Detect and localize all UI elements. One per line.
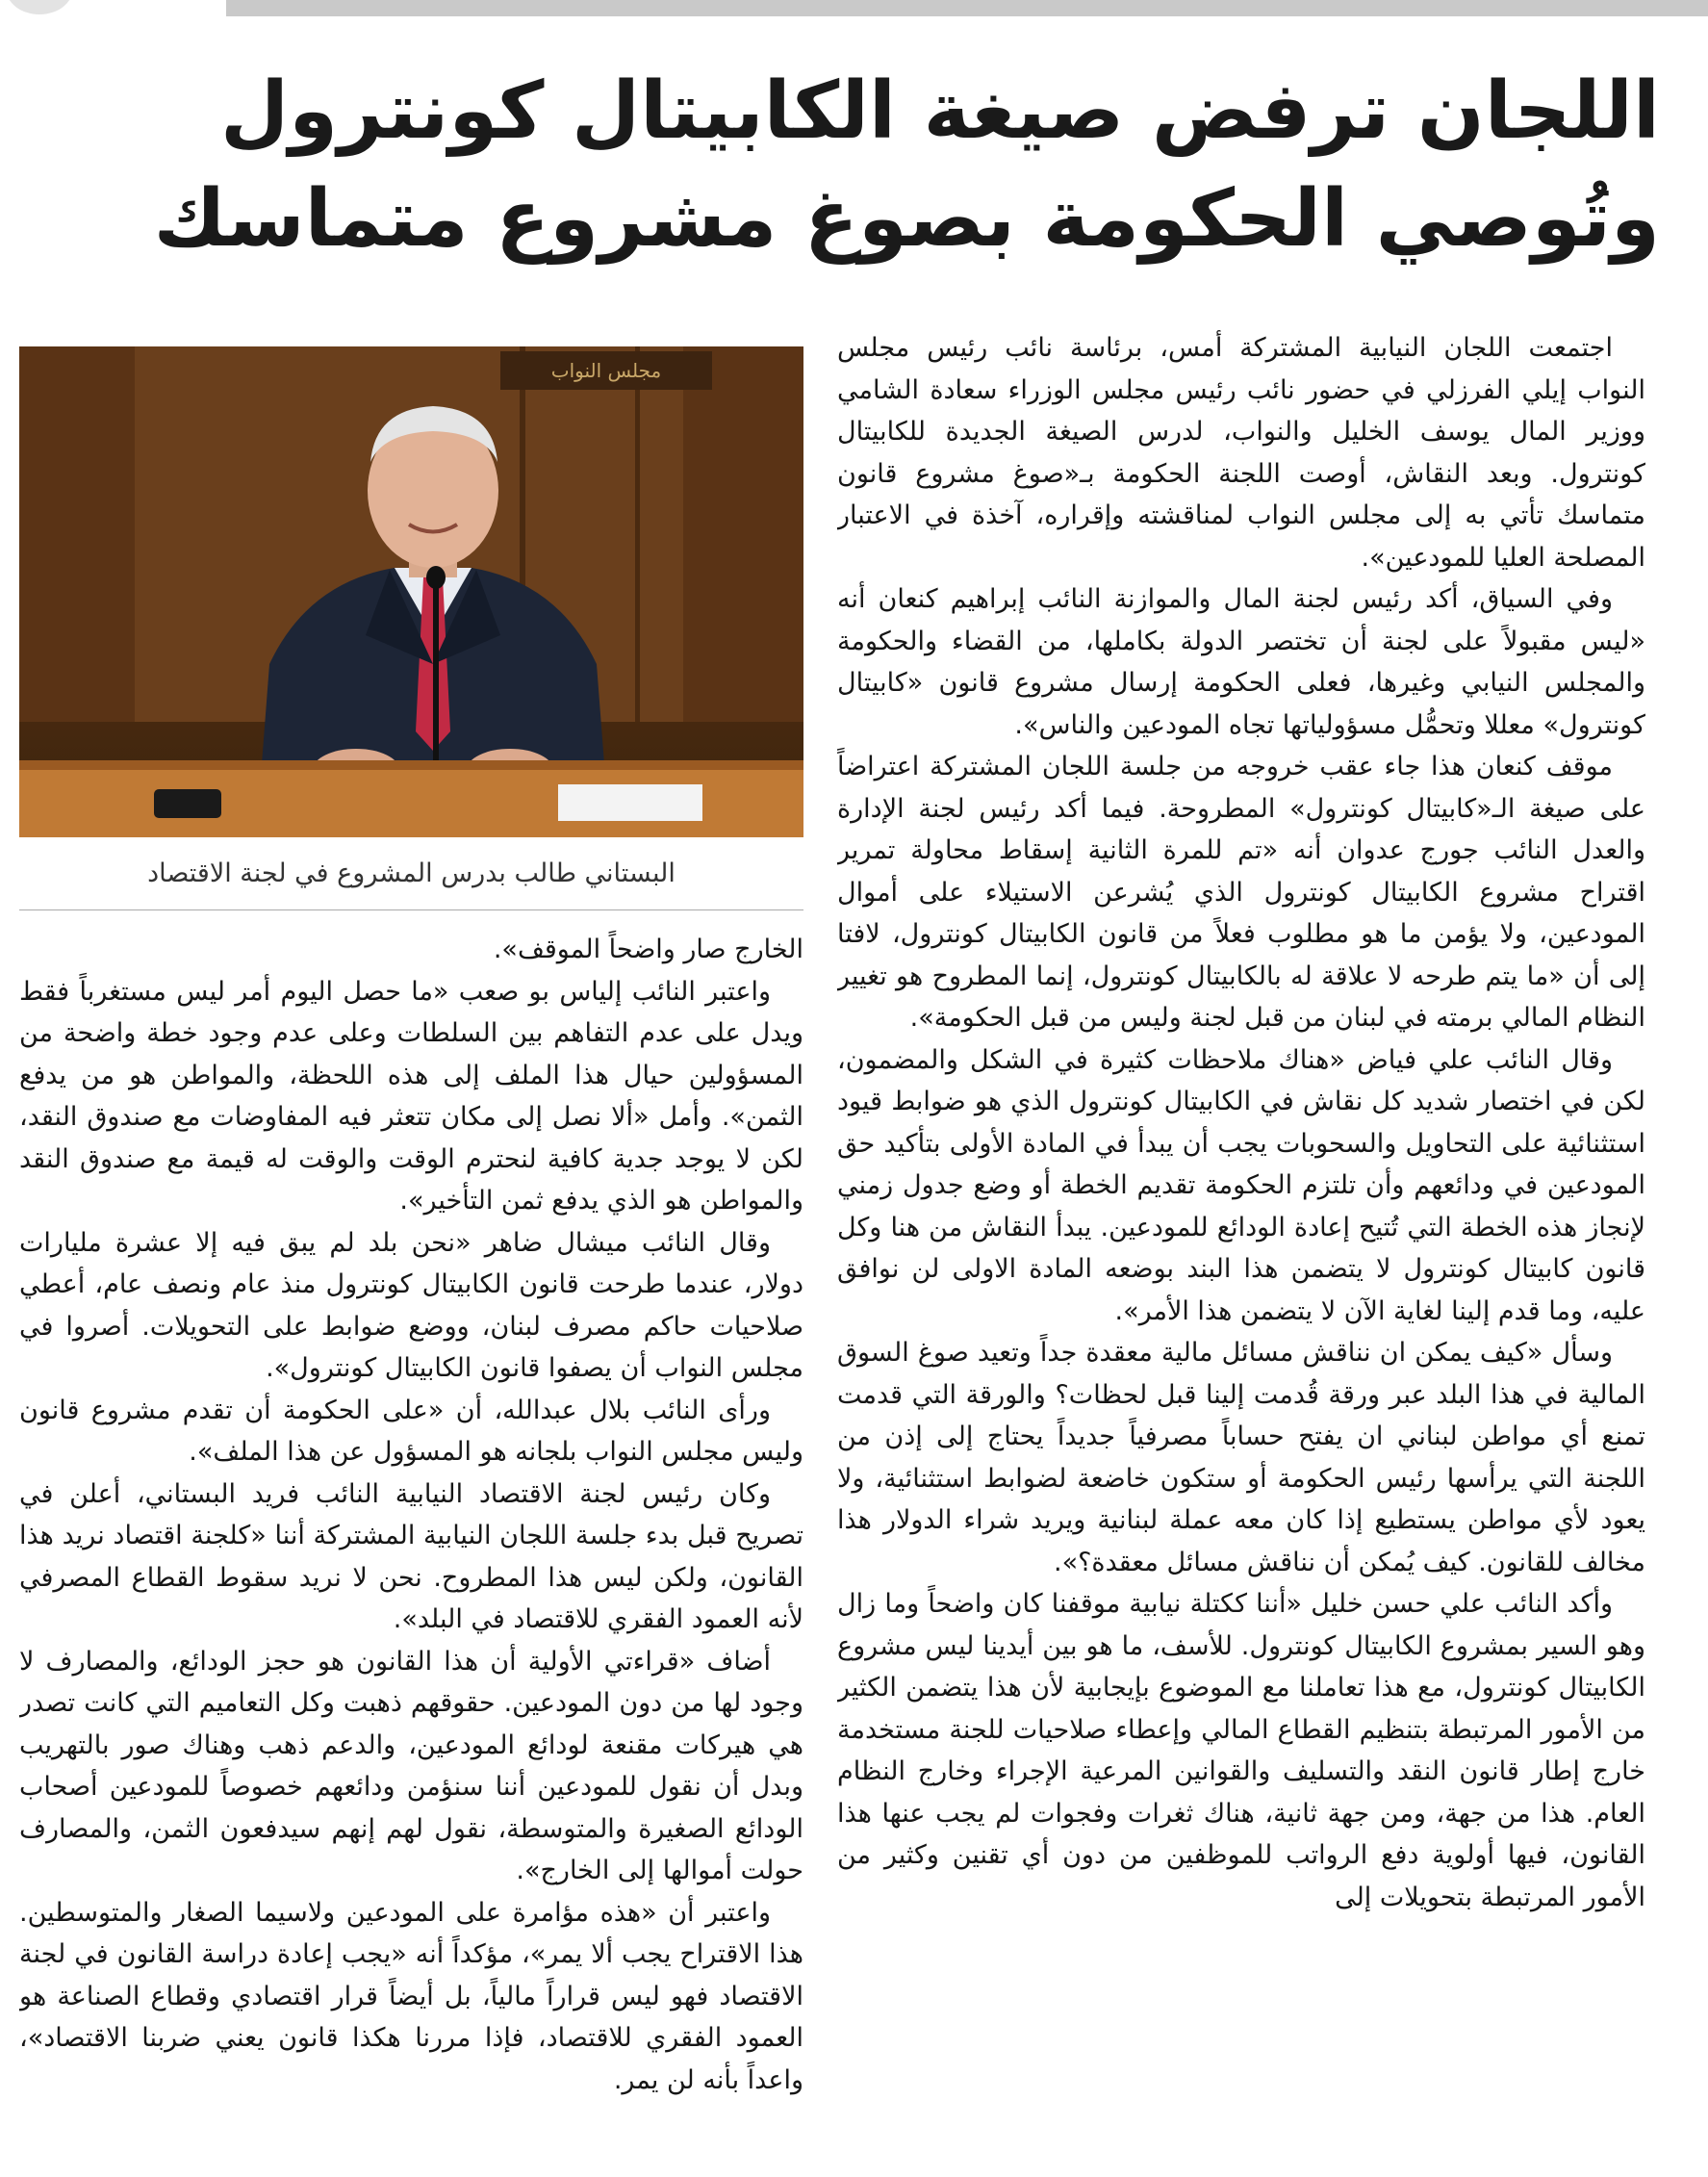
headline-line-2: وتُوصي الحكومة بصوغ مشروع متماسك [153,173,1660,265]
paragraph: الخارج صار واضحاً الموقف». [493,935,803,964]
photo-illustration [19,346,803,837]
paragraph: وقال النائب علي فياض «هناك ملاحظات كثيرة في الشكل والمضمون، لكن في اختصار شديد كل نقاش في الكابيتال كونترول الذي هو ضوابط قيود استثنائية على التحاويل والسحوبات يجب أن يبدأ في المادة الأولى بتأكيد حق المودعين في ودائعهم وأن تلتزم الحكومة تقديم الخطة أو وضع جدول زمني لإنجاز هذه الخطة التي تُتيح إعادة الودائع للمودعين. يبدأ النقاش من هنا وكل قانون كابيتال كونترول لا يتضمن هذا البند بوضعه المادة الاولى لن نوافق عليه، وما قدم إلينا لغاية الآن لا يتضمن هذا الأمر». [837,1044,1645,1326]
page-corner-mark [6,0,73,14]
paragraph: وقال النائب ميشال ضاهر «نحن بلد لم يبق فيه إلا عشرة مليارات دولار، عندما طرحت قانون الكابيتال كونترول منذ عام ونصف عام، أعطي صلاحيات حاكم مصرف لبنان، ووضع ضوابط على التحويلات. أصروا في مجلس النواب أن يصفوا قانون الكابيتال كونترول». [19,1227,803,1383]
paragraph: واعتبر النائب إلياس بو صعب «ما حصل اليوم أمر ليس مستغرباً فقط ويدل على عدم التفاهم بين السلطات وعلى عدم وجود خطة واضحة من المسؤولين حيال هذا الملف إلى هذه اللحظة، والمواطن هو من يدفع الثمن». وأمل «ألا نصل إلى مكان تتعثر فيه المفاوضات مع صندوق النقد، لكن لا يوجد جدية كافية لنحترم الوقت والوقت له قيمة مع صندوق النقد والمواطن هو الذي يدفع ثمن التأخير». [19,976,803,1216]
paragraph: وكان رئيس لجنة الاقتصاد النيابية النائب فريد البستاني، أعلن في تصريح قبل بدء جلسة اللجان النيابية المشتركة أننا «كلجنة اقتصاد نريد هذا القانون، ولكن ليس هذا المطروح. نحن لا نريد سقوط القطاع المصرفي لأنه العمود الفقري للاقتصاد في البلد». [19,1478,803,1634]
photo-caption: البستاني طالب بدرس المشروع في لجنة الاقتصاد [147,858,676,888]
paragraph: موقف كنعان هذا جاء عقب خروجه من جلسة اللجان المشتركة اعتراضاً على صيغة الـ«كابيتال كونترول» المطروحة. فيما أكد رئيس لجنة الإدارة والعدل النائب جورج عدوان أنه «تم للمرة الثانية إسقاط محاولة تمرير اقتراح مشروع الكابيتال كونترول الذي يُشرعن الاستيلاء على أموال المودعين، ولا يؤمن ما هو مطلوب فعلاً من قانون الكابيتال كونترول، لافتا إلى أن «ما يتم طرحه لا علاقة له بالكابيتال كونترول، إنما المطروح هو تغيير النظام المالي برمته في لبنان من قبل لجنة وليس من قبل الحكومة». [837,752,1645,1033]
top-gray-bar [226,0,1708,16]
article-column-left [19,929,803,2156]
wall-sign-text: مجلس النواب [550,359,662,382]
paragraph: وأكد النائب علي حسن خليل «أننا ككتلة نيابية موقفنا كان واضحاً وما زال وهو السير بمشروع الكابيتال كونترول. للأسف، ما هو بين أيدينا ليس مشروع الكابيتال كونترول، مع هذا تعاملنا مع الموضوع بإيجابية لأن هذا يتضمن الكثير من الأمور المرتبطة بتنظيم القطاع المالي وإعطاء صلاحيات للجنة مستخدمة خارج إطار قانون النقد والتسليف والقوانين المرعية الإجراء وخارج النظام العام. هذا من جهة، ومن جهة ثانية، هناك ثغرات وفجوات لم يجب عنها هذا القانون، فيها أولوية دفع الرواتب للموظفين من دون أي تقنين وكثير من الأمور المرتبطة بتحويلات إلى [837,1589,1645,1912]
paragraph: واعتبر أن «هذه مؤامرة على المودعين ولاسيما الصغار والمتوسطين. هذا الاقتراح يجب ألا يمر»، مؤكداً أنه «يجب إعادة دراسة القانون في لجنة الاقتصاد فهو ليس قراراً مالياً، بل أيضاً قرار اقتصادي وقطاع الصناعة هو العمود الفقري للاقتصاد، فإذا مررنا هكذا قانون يعني ضربنا الاقتصاد»، واعداً بأنه لن يمر. [19,1897,803,2095]
paragraph: وفي السياق، أكد رئيس لجنة المال والموازنة النائب إبراهيم كنعان أنه «ليس مقبولاً على لجنة أن تختصر الدولة بكاملها، من القضاء والحكومة والمجلس النيابي وغيرها، فعلى الحكومة إرسال مشروع قانون «كابيتال كونترول» معللا وتحمُّل مسؤولياتها تجاه المودعين والناس». [837,584,1645,740]
headline-line-1: اللجان ترفض صيغة الكابيتال كونترول [219,65,1660,157]
caption-divider [19,909,803,910]
article-photo [19,346,803,837]
paragraph: ورأى النائب بلال عبدالله، أن «على الحكومة أن تقدم مشروع قانون وليس مجلس النواب بلجانه هو المسؤول عن هذا الملف». [19,1395,803,1467]
article-headline [0,58,1660,273]
paragraph: وسأل «كيف يمكن ان نناقش مسائل مالية معقدة جداً وتعيد صوغ السوق المالية في هذا البلد عبر ورقة قُدمت إلينا قبل لحظات؟ والورقة التي قدمت تمنع أي مواطن لبناني ان يفتح حساباً مصرفياً جديداً يحتاج إلى إذن من اللجنة التي يرأسها رئيس الحكومة أو ستكون خاضعة لضوابط استثنائية، ولا يعود لأي مواطن يستطيع إذا كان معه عملة لبنانية ويريد شراء الدولار هذا مخالف للقانون. كيف يُمكن أن نناقش مسائل معقدة؟». [837,1338,1645,1577]
paragraph: أضاف «قراءتي الأولية أن هذا القانون هو حجز الودائع، والمصارف لا وجود لها من دون المودعين. حقوقهم ذهبت وكل التعاميم التي كانت تصدر هي هيركات مقنعة لودائع المودعين، والدعم ذهب وهناك صور بالتهريب وبدل أن نقول للمودعين أننا سنؤمن ودائعهم خصوصاً للمودعين أصحاب الودائع الصغيرة والمتوسطة، نقول لهم إنهم سيدفعون الثمن، والمصارف حولت أموالها إلى الخارج». [19,1646,803,1885]
article-column-right [837,327,1645,2156]
paragraph: اجتمعت اللجان النيابية المشتركة أمس، برئاسة نائب رئيس مجلس النواب إيلي الفرزلي في حضور نائب رئيس مجلس الوزراء سعادة الشامي ووزير المال يوسف الخليل والنواب، لدرس الصيغة الجديدة للكابيتال كونترول. وبعد النقاش، أوصت اللجنة الحكومة بـ«صوغ مشروع قانون متماسك تأتي به إلى مجلس النواب لمناقشته وإقراره، آخذة في الاعتبار المصلحة العليا للمودعين». [837,333,1645,573]
